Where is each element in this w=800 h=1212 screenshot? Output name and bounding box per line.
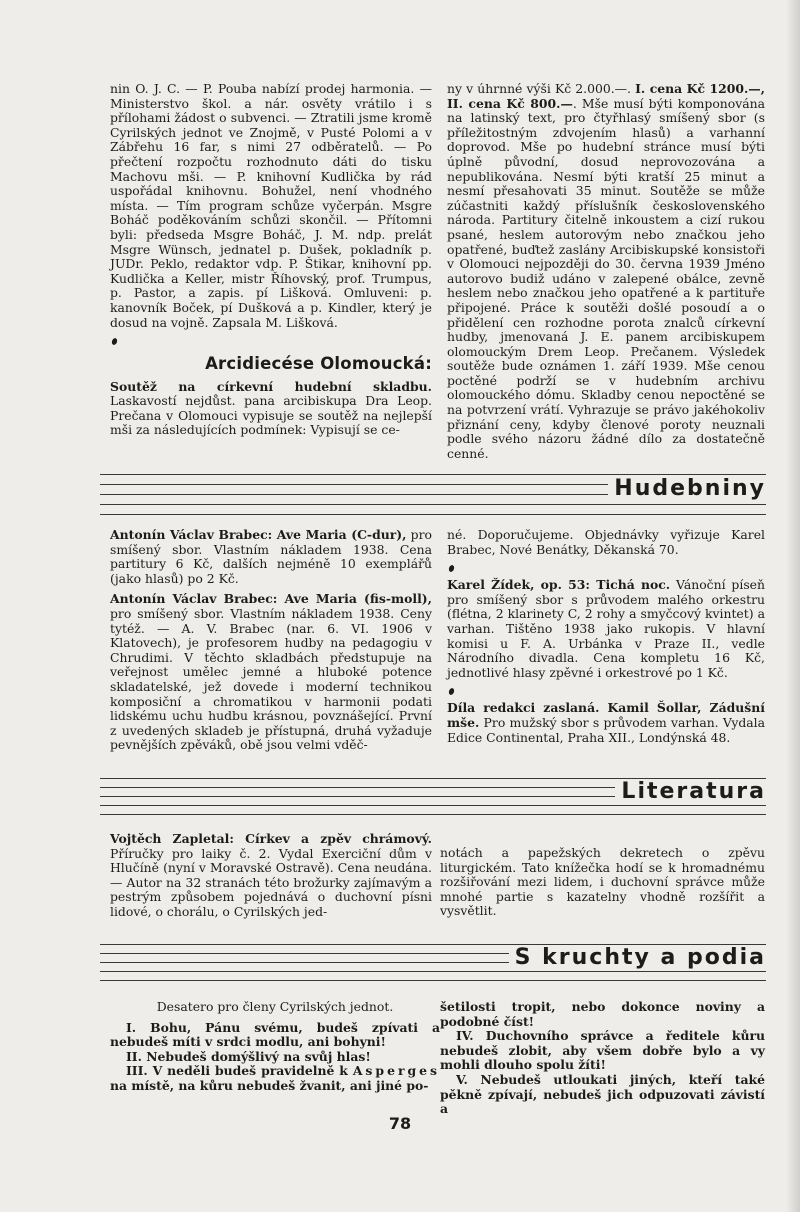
staff-line bbox=[100, 474, 766, 475]
sollar-title: Díla redakci zaslaná. Kamil Šollar, Zádušní mše. bbox=[447, 700, 765, 730]
zapletal-continued: notách a papežských dekretech o zpěvu liturgickém. Tato knížečka hodí se k hromadnému rozšiřování mezi lidem, i duchovní správce může mnohé partie s kazatelny vhodně rozšířit a vysvětlit. bbox=[440, 845, 765, 919]
meeting-minutes-paragraph: nin O. J. C. — P. Pouba nabízí prodej harmonia. — Ministerstvo škol. a nár. osvěty vrátilo i s přílohami žádost o subvenci. — Ztratili jsme kromě Cyrilských jednot ve Znojmě, v Pusté Polomi a v Zábřehu 16 far, s nimi 27 odběratelů. — Po přečtení rozpočtu rozhodnuto dáti do tisku Machovu mši. — P. knihovní Kudlička by rád uspořádal knihovnu. Bohužel, není vhodného místa. — Tím program schůze vyčerpán. Msgre Boháč poděkováním schůzi skončil. — Přítomni byli: předseda Msgre Boháč, J. M. ndp. prelát Msgre Wünsch, jednatel p. Dušek, pokladník p. JUDr. Peklo, redaktor vdp. P. Štikar, knihovní pp. Kudlička a Keller, mistr Říhovský, prof. Trumpus, p. Pastor, a zapis. pí Lišková. Omluveni: p. kanovník Boček, pí Dušková a p. Kindler, který je dosud na vojně. Zapsala M. Lišková. bbox=[110, 81, 432, 330]
brabec-fismoll-continued: né. Doporučujeme. Objednávky vyřizuje Karel Brabec, Nové Benátky, Děkanská 70. bbox=[447, 527, 765, 557]
right-column-top bbox=[447, 82, 765, 461]
rule-3-start: III. V neděli budeš pravidelně k bbox=[126, 1063, 353, 1079]
rule-2: II. Nebudeš domýšlivý na svůj hlas! bbox=[126, 1048, 371, 1064]
rule-3 bbox=[110, 1064, 440, 1093]
hudebniny-right-column bbox=[447, 528, 765, 745]
rule-4: IV. Duchovního správce a ředitele kůru nebudeš zlobit, aby všem dobře bylo a vy mohli dlouho spolu žíti! bbox=[440, 1028, 765, 1073]
contest-text-left: Laskavostí nejdůst. pana arcibiskupa Dra Leop. Prečana v Olomouci vypisuje se soutěž na nejlepší mši za následujících podmínek: Vypisují se ce- bbox=[110, 393, 432, 438]
brabec-fismoll-entry bbox=[110, 592, 432, 753]
contest-text-right-2: . Mše musí býti komponována na latinský text, pro čtyřhlasý smíšený sbor (s příležitostným zdvojením hlasů) a varhanní doprovod. Mše po hudební stránce musí býti úplně původní, dosud neprovozována a nepublikována. Nesmí býti kratší 25 minut a nesmí přesahovati 35 minut. Soutěže se může zúčastniti každý příslušník československého národa. Partitury čitelně inkoustem a cizí rukou psané, heslem autorovým nebo značkou jeho opatřené, buďtež zaslány Arcibiskupské konsistoři v Olomouci nejpozději do 30. června 1939 Jméno autorovo budiž udáno v zalepené obálce, zevně heslem nebo značkou jeho opatřené a k partituře připojené. Práce k soutěži došlé posoudí a o přidělení cen rozhodne porota znalců církevní hudby, jmenovaná J. E. panem arcibiskupem olomouckým Drem Leop. Prečanem. Výsledek soutěže bude oznámen 1. září 1939. Mše cenou poctěné podrží se v hudebním archivu olomouckého dómu. Skladby cenou nepoctěné se na potvrzení vrátí. Vyhrazuje se právo jakéhokoliv přiznání ceny, kdyby členové poroty neuznali podle svého názoru žádné dílo za dostatečně cenné. bbox=[447, 95, 765, 461]
staff-line bbox=[100, 814, 766, 815]
prize-first: I. cena Kč 1200.—, bbox=[635, 81, 765, 96]
contest-title: Soutěž na církevní hudební skladbu. bbox=[110, 378, 432, 394]
page-edge-shadow bbox=[786, 0, 800, 1212]
page-number: 78 bbox=[388, 1114, 412, 1133]
section-subheading-arcidiecese: Arcidiecése Olomoucká: bbox=[205, 354, 432, 374]
s-kruchty-left-column bbox=[110, 1000, 440, 1094]
left-column-top bbox=[110, 82, 432, 438]
section-title-hudebniny: Hudebniny bbox=[608, 476, 766, 502]
brabec-cdur-text: pro smíšený sbor. Vlastním nákladem 1938. Cena partitury 6 Kč, dalších nejméně 10 exemplářů (jako hlasů) po 2 Kč. bbox=[110, 527, 432, 586]
zidek-entry bbox=[447, 578, 765, 680]
section-header-s-kruchty bbox=[100, 944, 766, 984]
staff-line bbox=[100, 504, 766, 505]
literatura-right-column bbox=[440, 846, 765, 919]
prize-second: II. cena Kč 800.— bbox=[447, 95, 573, 111]
literatura-left-column bbox=[110, 832, 432, 920]
contest-paragraph-continued bbox=[447, 82, 765, 461]
section-header-literatura bbox=[100, 778, 766, 818]
staff-line bbox=[100, 980, 766, 981]
sollar-text: Pro mužský sbor s průvodem varhan. Vydala Edice Continental, Praha XII., Londýnská 48. bbox=[447, 714, 765, 745]
rule-5: V. Nebudeš utloukati jiných, kteří také pěkně zpívají, nebudeš jich odpuzovati závistí a bbox=[440, 1071, 765, 1117]
section-title-s-kruchty: S kruchty a podia bbox=[509, 945, 766, 971]
brabec-fismoll-text: pro smíšený sbor. Vlastním nákladem 1938. Ceny tytéž. — A. V. Brabec (nar. 6. VI. 1906 v Klatovech), je profesorem hudby na pedagogiu v Chrudimi. V těchto skladbách předstupuje na veřejnost umělec jemné a hluboké potence skladatelské, jež dovede i moderní technikou komposiční a chromatikou v harmonii podati lidskému uchu hudbu krásnou, povznášející. První z uvedených skladeb je přístupná, druhá vyžaduje pevnějších zpěváků, obě jsou velmi vděč- bbox=[110, 605, 432, 753]
brabec-fismoll-title: Antonín Václav Brabec: Ave Maria (fis-moll), bbox=[110, 591, 432, 607]
rule-3-continued: šetilosti tropit, nebo dokonce noviny a podobné číst! bbox=[440, 999, 765, 1029]
brabec-cdur-entry bbox=[110, 528, 432, 586]
bullet-dot bbox=[111, 337, 118, 345]
staff-line bbox=[100, 805, 766, 806]
section-header-hudebniny bbox=[100, 474, 766, 518]
zapletal-entry bbox=[110, 832, 432, 920]
zapletal-title: Vojtěch Zapletal: Církev a zpěv chrámový. bbox=[110, 831, 432, 846]
section-title-literatura: Literatura bbox=[615, 779, 766, 805]
rule-3-asperges: Asperges bbox=[352, 1063, 440, 1079]
zidek-title: Karel Žídek, op. 53: Tichá noc. bbox=[447, 577, 671, 593]
hudebniny-left-column bbox=[110, 528, 432, 753]
sollar-entry bbox=[447, 701, 765, 745]
staff-line bbox=[100, 514, 766, 515]
staff-line bbox=[100, 971, 766, 972]
brabec-cdur-title: Antonín Václav Brabec: Ave Maria (C-dur), bbox=[110, 527, 407, 542]
zidek-text: Vánoční píseň pro smíšený sbor s průvodem malého orkestru (flétna, 2 klarinety C, 2 rohy a smyčcový kvintet) a varhan. Tištěno 1938 jako rukopis. V hlavní komisi u F. A. Urbánka v Praze II., vedle Národního divadla. Cena kompletu 16 Kč, jednotlivé hlasy zpěvné i orkestrové po 1 Kč. bbox=[447, 577, 765, 680]
contest-text-right-1: ny v úhrnné výši Kč 2.000.—. bbox=[447, 81, 636, 96]
s-kruchty-right-column bbox=[440, 1000, 765, 1117]
desatero-title: Desatero pro členy Cyrilských jednot. bbox=[156, 999, 394, 1014]
rule-3-end: na místě, na kůru nebudeš žvanit, ani jiné po- bbox=[110, 1077, 429, 1093]
zapletal-text: Příručky pro laiky č. 2. Vydal Exerciční dům v Hlučíně (nyní v Moravské Ostravě). Cena neudána. — Autor na 32 stranách této brožurky zajímavým a pestrým způsobem pojednává o duchovní písni lidové, o chorálu, o Cyrilských jed- bbox=[110, 845, 432, 919]
rule-1: I. Bohu, Pánu svému, budeš zpívati a nebudeš míti v srdci modlu, ani bohyni! bbox=[110, 1019, 440, 1050]
contest-paragraph-start bbox=[110, 380, 432, 438]
